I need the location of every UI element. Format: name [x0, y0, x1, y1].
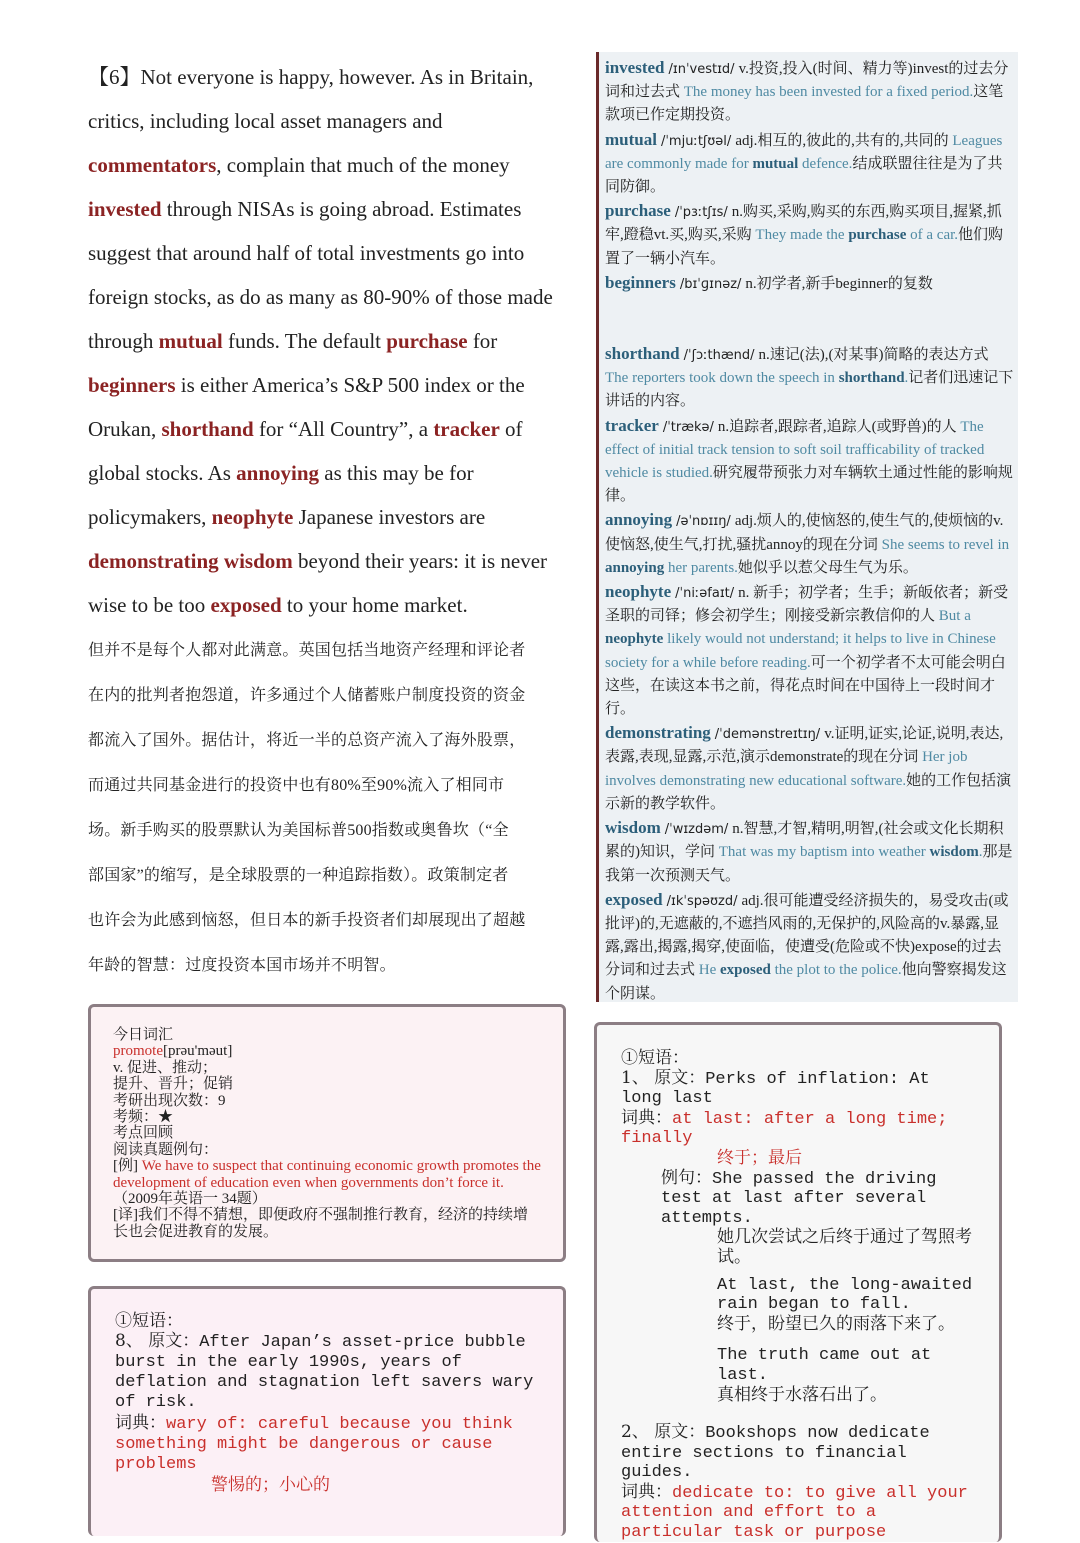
phrase-item1-source-text: Perks of inflation: At long last	[621, 1069, 930, 1109]
translation-line: 而通过共同基金进行的投资中也有80%至90%流入了相同市	[88, 777, 505, 794]
glossary-phonetic: /ɪnˈvestɪd/	[668, 62, 735, 77]
glossary-entry	[605, 271, 1014, 296]
glossary-example-translation: 这笔款项已作定期投资。	[605, 84, 1004, 124]
phrase-item2-source-text: Bookshops now dedicate entire sections to financial guides.	[621, 1424, 930, 1483]
phrase-item1-dict-en: at last: after a long time; finally	[621, 1109, 948, 1149]
passage-line	[88, 319, 568, 363]
glossary-gap	[605, 296, 1014, 342]
vocab-meaning: 提升、晋升；促销	[113, 1076, 234, 1093]
glossary-definition: n.智慧,才智,精明,明智,(社会或文化长期积累的)知识，学问	[605, 821, 1004, 861]
vocab-translation-tag: [译]	[113, 1207, 138, 1224]
glossary-phonetic: /ˈniːəfaɪt/	[675, 586, 735, 602]
phrase-box-right	[594, 1022, 1002, 1542]
glossary-example-keyword: purchase	[848, 227, 907, 244]
glossary-example: He	[698, 962, 721, 979]
passage-text: global stocks. As	[88, 461, 237, 485]
glossary-word: tracker	[605, 415, 659, 435]
phrase-dict-cn: 警惕的；小心的	[211, 1475, 330, 1495]
phrase-box-left	[88, 1286, 566, 1536]
highlighted-word: demonstrating wisdom	[88, 549, 293, 573]
glossary-entry	[605, 342, 1014, 414]
glossary-example: defence.	[798, 155, 853, 172]
glossary-phonetic: /ˈdemənstreɪtɪŋ/	[714, 727, 821, 743]
glossary-entry	[605, 56, 1014, 128]
glossary-phonetic: /bɪˈɡɪnəz/	[679, 276, 742, 292]
phrase-example-1	[621, 1169, 975, 1229]
phrase-item2-label: 2、 原文：	[621, 1422, 706, 1443]
phrase-item-label: 8、 原文：	[115, 1331, 200, 1351]
vocab-word-line	[113, 1043, 541, 1059]
glossary-example: .	[978, 844, 983, 861]
passage-line	[88, 583, 568, 627]
translation-line: 但并不是每个人都对此满意。英国包括当地资产经理和评论者	[88, 642, 526, 659]
glossary-example: They made the	[755, 227, 849, 244]
phrase-item2-dict	[621, 1483, 975, 1543]
glossary-example-keyword: annoying	[605, 559, 665, 576]
translation-line: 部国家”的缩写，是全球股票的一种追踪指数）。政策制定者	[88, 867, 509, 884]
highlighted-word: tracker	[433, 417, 500, 441]
glossary-definition: n.初学者,新手beginner的复数	[745, 275, 933, 292]
glossary-word: exposed	[605, 889, 663, 909]
phrase-dict-en: wary of: careful because you think something might be dangerous or cause problems	[115, 1415, 513, 1474]
highlighted-word: purchase	[386, 329, 468, 353]
phrase-example-3-cn: 真相终于水落石出了。	[717, 1384, 887, 1405]
passage-line	[88, 187, 568, 231]
article-passage	[88, 55, 568, 627]
highlighted-word: invested	[88, 197, 162, 221]
passage-text: policymakers,	[88, 505, 212, 529]
highlighted-word: commentators	[88, 153, 217, 177]
passage-line	[88, 99, 568, 143]
glossary-definition: adj.烦人的,使恼怒的,使生气的,使烦恼的v.使恼怒,使生气,打扰,骚扰annoy的现在分词	[605, 513, 1004, 553]
passage-text: for “All Country”, a	[253, 417, 434, 441]
glossary-entry	[605, 128, 1014, 200]
glossary-example-translation: 她似乎以惹父母生气为乐。	[737, 559, 918, 576]
phrase-item1-label: 1、 原文：	[621, 1067, 706, 1088]
glossary-entry	[605, 414, 1014, 509]
phrase-example-1-en: She passed the driving test at last after several attempts.	[661, 1169, 937, 1228]
vocab-rating: 考频：★	[113, 1109, 174, 1126]
glossary-entry	[605, 580, 1014, 721]
phrase-item1-dict-cn: 终于；最后	[717, 1147, 802, 1168]
highlighted-word: shorthand	[161, 417, 254, 441]
glossary-example: .	[904, 370, 909, 387]
glossary-example: But a	[938, 608, 971, 625]
passage-text: foreign stocks, as do as many as 80-90% of those made	[88, 285, 553, 309]
glossary-definition: adj.很可能遭受经济损失的，易受攻击(或批评)的,无遮蔽的,不遮挡风雨的,无保护的,风险高的v.暴露,显露,露出,揭露,揭穿,使面临，使遭受(危险或不快)expose的过去分词和过去式	[605, 892, 1009, 979]
passage-text: to your home market.	[281, 593, 468, 617]
vocab-translation	[113, 1207, 541, 1240]
glossary-example: Leagues are commonly made for	[605, 132, 1003, 172]
phrase-dict	[115, 1413, 539, 1475]
glossary-definition: v.投资,投入(时间、精力等)invest的过去分词和过去式	[605, 61, 1009, 101]
glossary-example: The money has been invested for a fixed period.	[683, 84, 974, 101]
phrase-item1-dict	[621, 1109, 975, 1149]
glossary-example: Her job involves demonstrating new educational software.	[605, 749, 968, 789]
glossary-example-translation: 那是我第一次预测天气。	[605, 844, 1013, 884]
passage-line	[88, 275, 568, 319]
highlighted-word: beginners	[88, 373, 176, 397]
passage-line	[88, 407, 568, 451]
passage-text: through NISAs is going abroad. Estimates	[161, 197, 522, 221]
phrase-example-2-en: At last, the long-awaited rain began to fall.	[717, 1275, 973, 1315]
glossary-definition: n. 新手；初学者；生手；新皈依者；新受圣职的司铎；修会初学生；刚接受新宗教信仰的人	[605, 585, 1009, 625]
glossary-example-translation: 可一个初学者不太可能会明白这些，在读这本书之前，得花点时间在中国待上一段时间才行。	[605, 654, 1006, 718]
phrase-source-text: After Japan’s asset-price bubble burst in the early 1990s, years of deflation and stagnation left savers wary of risk.	[115, 1333, 534, 1412]
phrase-item1-source	[621, 1069, 975, 1109]
passage-text: is either America’s S&P 500 index or the	[175, 373, 525, 397]
passage-line	[88, 539, 568, 583]
glossary-word: beginners	[605, 272, 676, 292]
daily-vocabulary-box	[88, 1004, 566, 1262]
vocab-frequency: 考研出现次数：9	[113, 1092, 226, 1109]
glossary-example-translation: 结成联盟往往是为了共同防御。	[605, 155, 1003, 196]
highlighted-word: mutual	[158, 329, 223, 353]
vocab-phonetic: [prəu'məut]	[163, 1043, 233, 1060]
vocabulary-glossary	[596, 52, 1018, 1002]
vocab-example-en: We have to suspect that continuing economic growth promotes the development of education even when governments don’t force it.	[113, 1158, 541, 1191]
glossary-phonetic: /ˈwɪzdəm/	[664, 822, 729, 838]
phrase-example-3-en: The truth came out at last.	[717, 1346, 932, 1385]
passage-text: critics, including local asset managers and	[88, 109, 443, 133]
vocab-heading: 今日词汇	[113, 1027, 174, 1043]
phrase-item2-source	[621, 1423, 975, 1483]
glossary-word: neophyte	[605, 582, 672, 602]
vocab-example	[113, 1158, 541, 1207]
glossary-example-translation: 他们购置了一辆小汽车。	[605, 227, 1004, 267]
vocab-pos: v. 促进、推动；	[113, 1059, 218, 1076]
passage-text: for	[467, 329, 498, 353]
passage-text: beyond their years: it is never	[292, 549, 548, 573]
highlighted-word: neophyte	[211, 505, 294, 529]
glossary-example: likely would not understand; it helps to live in Chinese society for a while before reading.	[605, 631, 996, 671]
passage-line	[88, 495, 568, 539]
glossary-example: her parents.	[664, 559, 738, 576]
passage-line	[88, 231, 568, 275]
phrase-heading: ①短语：	[115, 1311, 183, 1331]
passage-text: , complain that much of the money	[216, 153, 510, 177]
translation-line: 在内的批判者抱怨道，许多通过个人储蓄账户制度投资的资金	[88, 687, 526, 704]
glossary-example-translation: 研究履带预张力对车辆软土通过性能的影响规律。	[605, 465, 1013, 505]
passage-text: wise to be too	[88, 593, 211, 617]
passage-line	[88, 143, 568, 187]
vocab-example-source: （2009年英语一 34题）	[113, 1191, 267, 1208]
vocab-translation-text: 我们不得不猜想，即便政府不强制推行教育，经济的持续增长也会促进教育的发展。	[113, 1207, 529, 1240]
glossary-example-keyword: wisdom	[929, 844, 979, 861]
glossary-entry	[605, 888, 1014, 1006]
glossary-entry	[605, 721, 1014, 816]
glossary-entry	[605, 199, 1014, 271]
glossary-phonetic: /əˈnɒɪɪŋ/	[676, 514, 731, 530]
phrase-dict-label: 词典：	[115, 1413, 166, 1433]
glossary-phonetic: /ˈpɜːtʃɪs/	[674, 205, 728, 221]
glossary-definition: n.追踪者,跟踪者,追踪人(或野兽)的人	[717, 418, 957, 435]
glossary-example-keyword: mutual	[752, 155, 799, 172]
glossary-example-translation: 她的工作包括演示新的教学软件。	[605, 772, 1012, 812]
phrase-example-label: 例句：	[661, 1167, 712, 1188]
passage-text: of	[499, 417, 523, 441]
phrase-example-1-cn: 她几次尝试之后终于通过了驾照考试。	[717, 1227, 972, 1267]
vocab-example-tag: [例]	[113, 1158, 138, 1175]
translation-line: 年龄的智慧：过度投资本国市场并不明智。	[88, 957, 396, 974]
glossary-word: mutual	[605, 129, 657, 149]
chinese-translation	[88, 628, 570, 988]
translation-line: 也许会为此感到恼怒，但日本的新手投资者们却展现出了超越	[88, 912, 526, 929]
translation-line: 都流入了国外。据估计，将近一半的总资产流入了海外股票，	[88, 732, 526, 749]
glossary-example: The effect of initial track tension to soft soil trafficability of tracked vehicle is studied.	[605, 418, 985, 482]
glossary-definition: n.购买,采购,购买的东西,购买项目,握紧,抓牢,蹬稳vt.买,购买,采购	[605, 204, 1002, 244]
glossary-word: shorthand	[605, 344, 680, 364]
glossary-word: wisdom	[605, 818, 661, 838]
glossary-definition: v.证明,证实,论证,说明,表达,表露,表现,显露,示范,演示demonstrate的现在分词	[605, 726, 1004, 766]
glossary-example: She seems to revel in	[881, 536, 1010, 553]
vocab-review-label: 考点回顾	[113, 1125, 174, 1142]
phrase-item2-dict-label: 词典：	[621, 1481, 672, 1502]
glossary-entry	[605, 508, 1014, 580]
passage-text: 【6】Not everyone is happy, however. As in Britain,	[88, 65, 534, 89]
passage-line	[88, 55, 568, 99]
highlighted-word: annoying	[236, 461, 320, 485]
passage-text: as this may be for	[319, 461, 474, 485]
passage-text: Japanese investors are	[293, 505, 486, 529]
glossary-example-translation: 记者们迅速记下讲话的内容。	[605, 370, 1014, 410]
glossary-word: demonstrating	[605, 723, 711, 743]
phrase-item1-dict-label: 词典：	[621, 1107, 672, 1128]
glossary-example-keyword: neophyte	[605, 631, 664, 648]
glossary-definition: n.速记(法),(对某事)简略的表达方式	[758, 347, 989, 364]
glossary-definition: adj.相互的,彼此的,共有的,共同的	[735, 132, 949, 149]
glossary-word: annoying	[605, 510, 673, 530]
passage-text: through	[88, 329, 159, 353]
passage-text: funds. The default	[222, 329, 387, 353]
glossary-example: of a car.	[906, 227, 959, 244]
glossary-phonetic: /ɪkˈspəʊzd/	[666, 893, 738, 909]
passage-text: suggest that around half of total investments go into	[88, 241, 525, 265]
translation-line: 场。新手购买的股票默认为美国标普500指数或奥鲁坎（“全	[88, 822, 509, 839]
phrase-source	[115, 1331, 539, 1413]
phrase-item2-dict-en: dedicate to: to give all your attention and effort to a particular task or purpose	[621, 1483, 968, 1543]
glossary-phonetic: /ˈʃɔːthænd/	[683, 348, 755, 364]
glossary-example: That was my baptism into weather	[718, 844, 930, 861]
passage-text: Orukan,	[88, 417, 162, 441]
vocab-word: promote	[113, 1043, 163, 1060]
glossary-example-keyword: exposed	[720, 962, 771, 979]
glossary-example-translation: 他向警察揭发这个阴谋。	[605, 962, 1007, 1002]
phrase-heading: ①短语：	[621, 1048, 689, 1068]
glossary-word: invested	[605, 58, 665, 77]
highlighted-word: exposed	[210, 593, 282, 617]
glossary-word: purchase	[605, 201, 671, 221]
glossary-example-keyword: shorthand	[838, 370, 905, 387]
passage-line	[88, 451, 568, 495]
phrase-example-2-cn: 终于，盼望已久的雨落下来了。	[717, 1313, 955, 1334]
glossary-phonetic: /ˈmjuːtʃʊəl/	[660, 133, 732, 149]
passage-line	[88, 363, 568, 407]
glossary-phonetic: /ˈtrækə/	[662, 419, 714, 435]
glossary-example: the plot to the police.	[770, 962, 902, 979]
glossary-entry	[605, 816, 1014, 888]
vocab-example-heading: 阅读真题例句：	[113, 1141, 219, 1158]
glossary-example: The reporters took down the speech in	[605, 370, 839, 387]
